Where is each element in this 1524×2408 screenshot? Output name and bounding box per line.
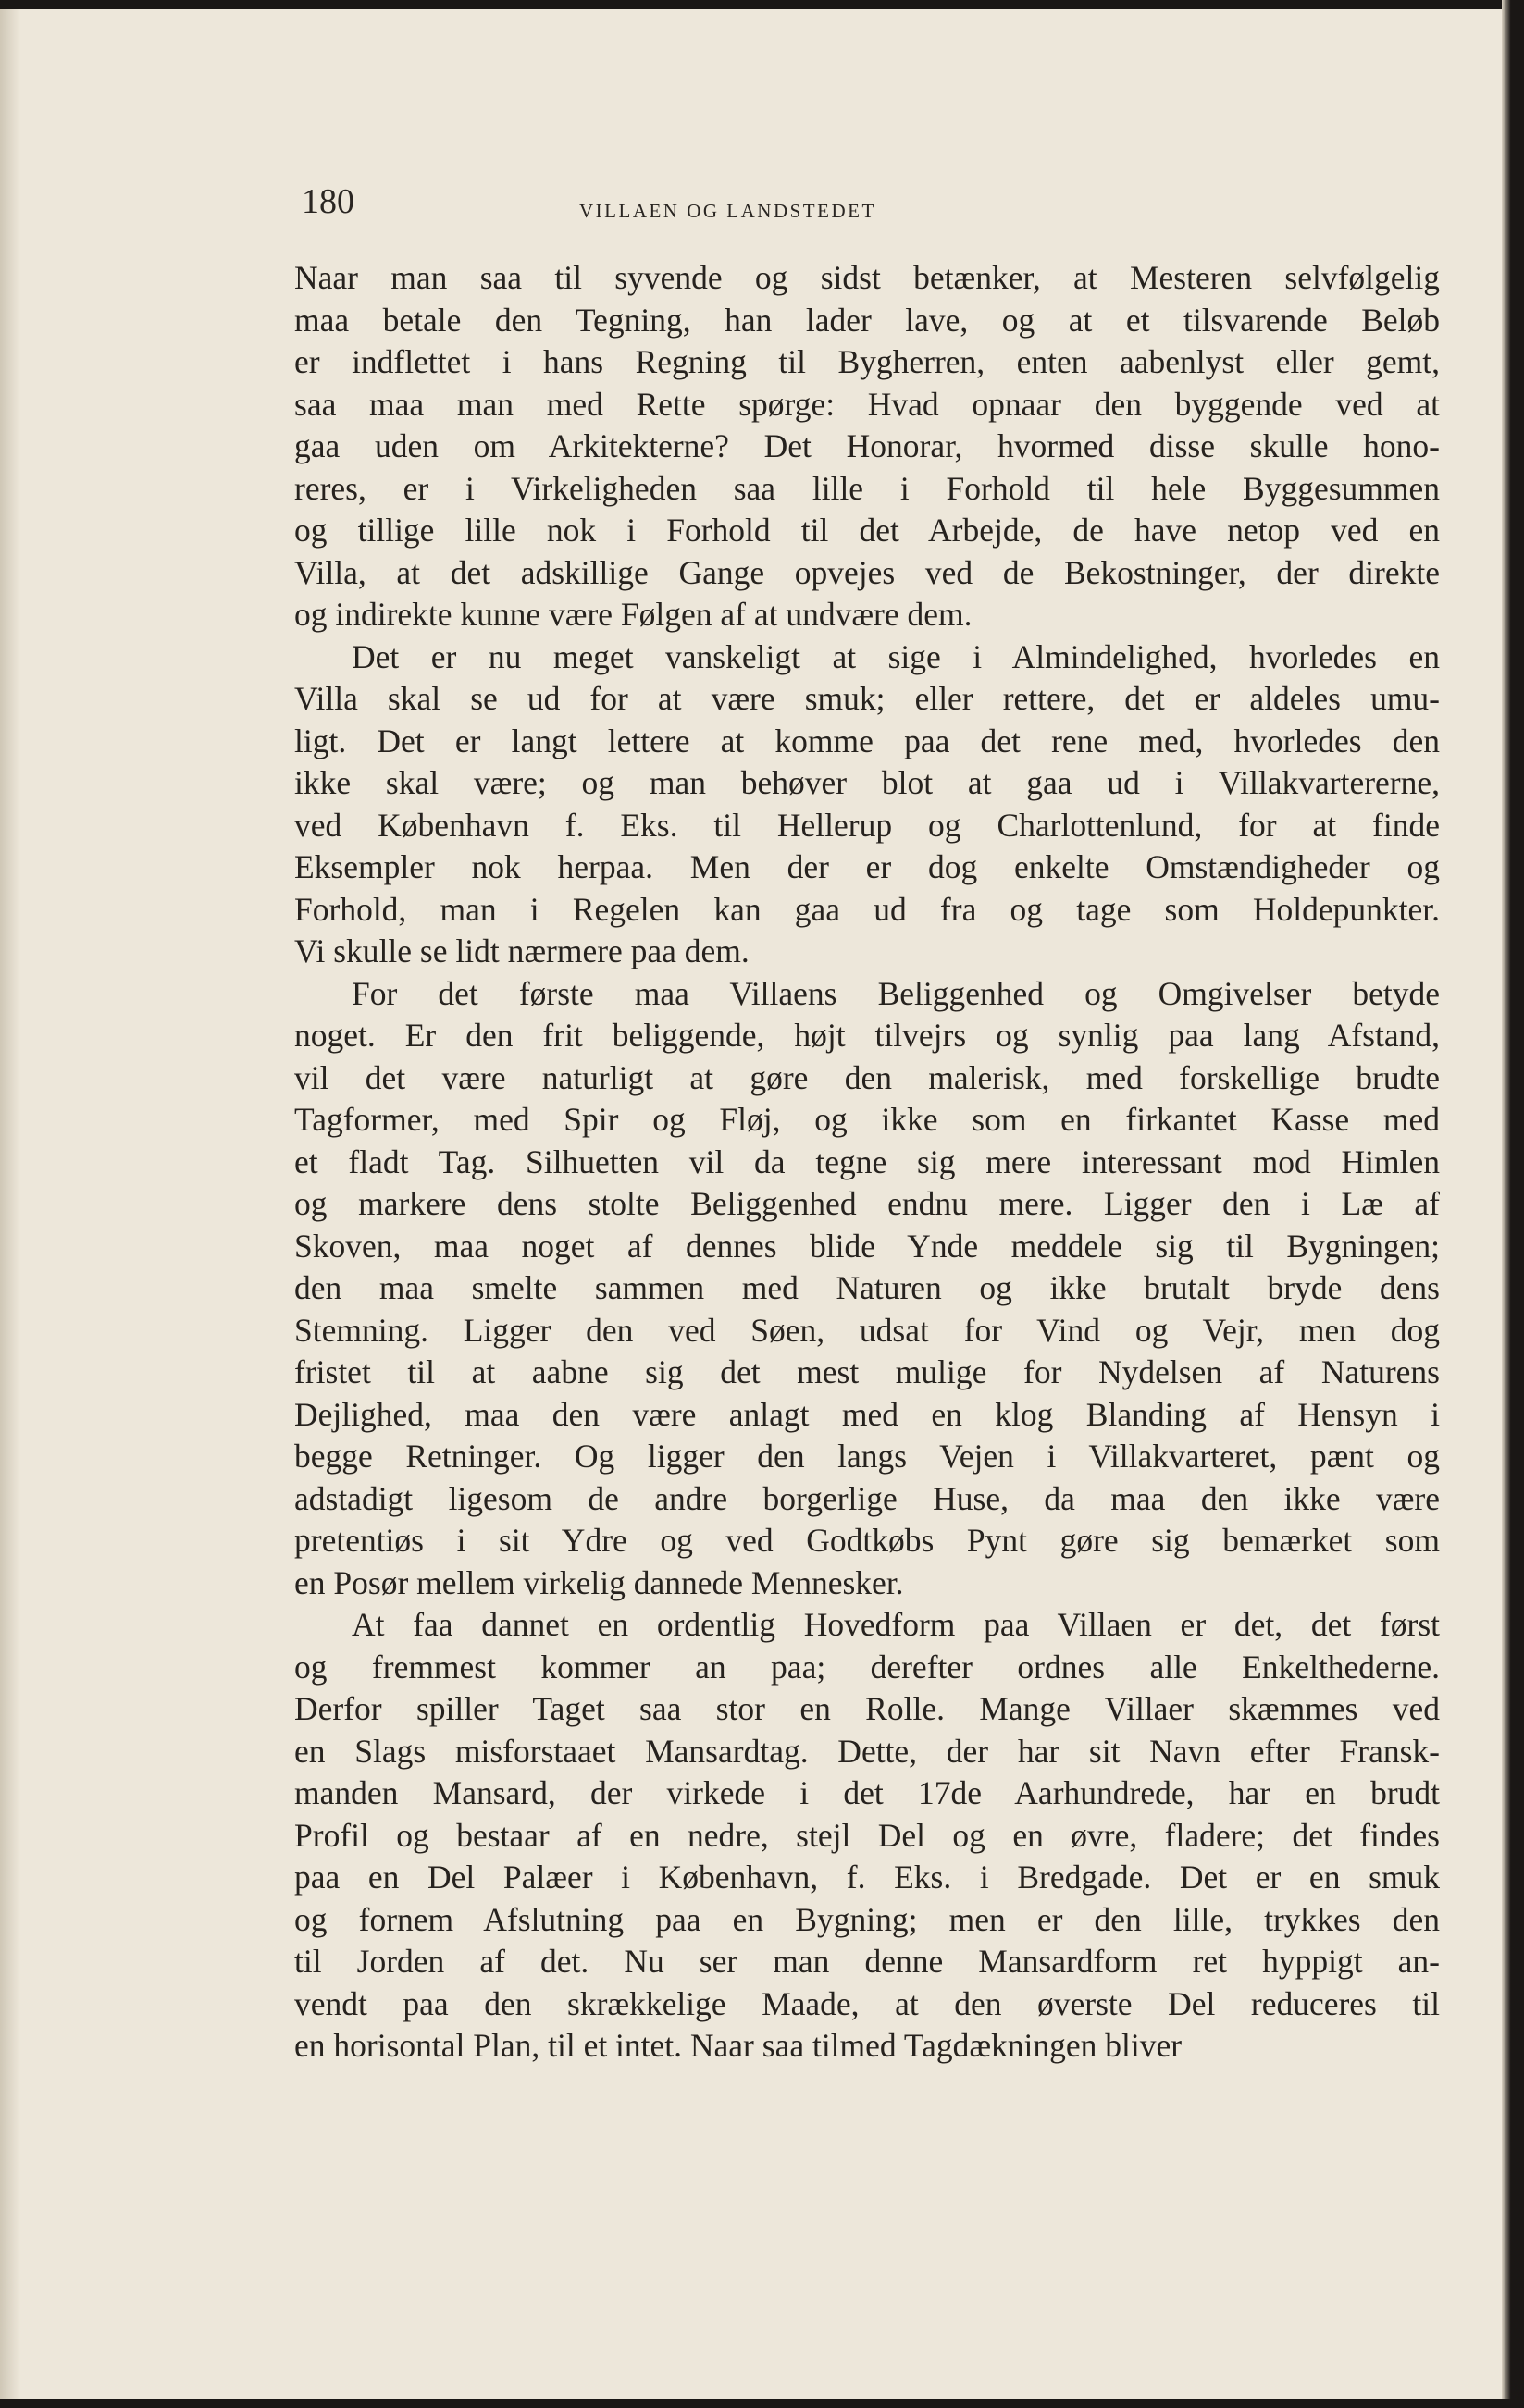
text-line: pretentiøs i sit Ydre og ved Godtkøbs Pynt gøre sig bemærket som xyxy=(294,1522,1440,1559)
text-line: en horisontal Plan, til et intet. Naar saa tilmed Tagdækningen bliver xyxy=(294,2027,1183,2064)
text-line: og indirekte kunne være Følgen af at undvære dem. xyxy=(294,596,973,633)
text-line: gaa uden om Arkitekterne? Det Honorar, hvormed disse skulle hono- xyxy=(294,427,1440,464)
text-line: og fremmest kommer an paa; derefter ordnes alle Enkelthederne. xyxy=(294,1648,1440,1686)
paragraph xyxy=(294,257,1440,636)
text-line: Skoven, maa noget af dennes blide Ynde meddele sig til Bygningen; xyxy=(294,1227,1440,1265)
text-line: noget. Er den frit beliggende, højt tilvejrs og synlig paa lang Afstand, xyxy=(294,1017,1440,1054)
text-line: Eksempler nok herpaa. Men der er dog enkelte Omstændigheder og xyxy=(294,848,1440,885)
text-line: adstadigt ligesom de andre borgerlige Huse, da maa den ikke være xyxy=(294,1479,1440,1517)
text-line: Forhold, man i Regelen kan gaa ud fra og tage som Holdepunkter. xyxy=(294,890,1440,928)
scan-border-right xyxy=(1502,0,1524,2408)
text-line: til Jorden af det. Nu ser man denne Mansardform ret hyppigt an- xyxy=(294,1943,1440,1980)
text-line: At faa dannet en ordentlig Hovedform paa Villaen er det, det først xyxy=(352,1606,1440,1643)
paragraph xyxy=(294,973,1440,1605)
page-number: 180 xyxy=(302,182,354,221)
text-line: en Slags misforstaaet Mansardtag. Dette, der har sit Navn efter Fransk- xyxy=(294,1732,1440,1770)
scan-border-top xyxy=(0,0,1524,9)
text-line: ligt. Det er langt lettere at komme paa det rene med, hvorledes den xyxy=(294,722,1440,759)
text-line: Det er nu meget vanskeligt at sige i Almindelighed, hvorledes en xyxy=(352,637,1440,675)
text-line: Villa skal se ud for at være smuk; eller rettere, det er aldeles umu- xyxy=(294,680,1440,717)
text-line: Villa, at det adskillige Gange opvejes ved de Bekostninger, der direkte xyxy=(294,553,1440,591)
text-line: en Posør mellem virkelig dannede Mennesker. xyxy=(294,1563,904,1601)
running-head: VILLAEN OG LANDSTEDET xyxy=(579,200,876,222)
text-line: paa en Del Palæer i København, f. Eks. i Bredgade. Det er en smuk xyxy=(294,1858,1440,1896)
text-line: og fornem Afslutning paa en Bygning; men er den lille, trykkes den xyxy=(294,1900,1440,1938)
text-line: Tagformer, med Spir og Fløj, og ikke som en firkantet Kasse med xyxy=(294,1101,1440,1138)
text-line: og tillige lille nok i Forhold til det Arbejde, de have netop ved en xyxy=(294,512,1440,549)
text-line: fristet til at aabne sig det mest mulige for Nydelsen af Naturens xyxy=(294,1353,1440,1390)
text-line: manden Mansard, der virkede i det 17de Aarhundrede, har en brudt xyxy=(294,1774,1440,1811)
text-line: og markere dens stolte Beliggenhed endnu mere. Ligger den i Læ af xyxy=(294,1185,1440,1222)
text-line: For det første maa Villaens Beliggenhed og Omgivelser betyde xyxy=(352,974,1440,1012)
text-line: saa maa man med Rette spørge: Hvad opnaar den byggende ved at xyxy=(294,385,1440,423)
paragraph xyxy=(294,1604,1440,2068)
text-line: maa betale den Tegning, han lader lave, og at et tilsvarende Beløb xyxy=(294,301,1440,339)
scan-border-bottom xyxy=(0,2399,1524,2408)
text-line: er indflettet i hans Regning til Bygherren, enten aabenlyst eller gemt, xyxy=(294,343,1440,380)
paragraph xyxy=(294,636,1440,973)
text-line: den maa smelte sammen med Naturen og ikke brutalt bryde dens xyxy=(294,1269,1440,1306)
body-text xyxy=(294,257,1440,2068)
text-line: begge Retninger. Og ligger den langs Vejen i Villakvarteret, pænt og xyxy=(294,1438,1440,1475)
text-line: Vi skulle se lidt nærmere paa dem. xyxy=(294,932,750,969)
text-line: Derfor spiller Taget saa stor en Rolle. Mange Villaer skæmmes ved xyxy=(294,1690,1440,1727)
text-line: Stemning. Ligger den ved Søen, udsat for Vind og Vejr, men dog xyxy=(294,1311,1440,1349)
text-line: vendt paa den skrækkelige Maade, at den øverste Del reduceres til xyxy=(294,1984,1440,2022)
text-line: Profil og bestaar af en nedre, stejl Del og en øvre, fladere; det findes xyxy=(294,1816,1440,1854)
text-line: vil det være naturligt at gøre den malerisk, med forskellige brudte xyxy=(294,1058,1440,1096)
text-line: ved København f. Eks. til Hellerup og Charlottenlund, for at finde xyxy=(294,806,1440,844)
text-line: et fladt Tag. Silhuetten vil da tegne sig mere interessant mod Himlen xyxy=(294,1142,1440,1180)
text-line: reres, er i Virkeligheden saa lille i Forhold til hele Byggesummen xyxy=(294,469,1440,507)
text-line: ikke skal være; og man behøver blot at gaa ud i Villakvartererne, xyxy=(294,764,1440,801)
text-line: Dejlighed, maa den være anlagt med en klog Blanding af Hensyn i xyxy=(294,1395,1440,1433)
page-header xyxy=(302,181,1458,228)
page-gutter-shadow xyxy=(0,0,20,2408)
text-line: Naar man saa til syvende og sidst betænker, at Mesteren selvfølgelig xyxy=(294,259,1440,296)
